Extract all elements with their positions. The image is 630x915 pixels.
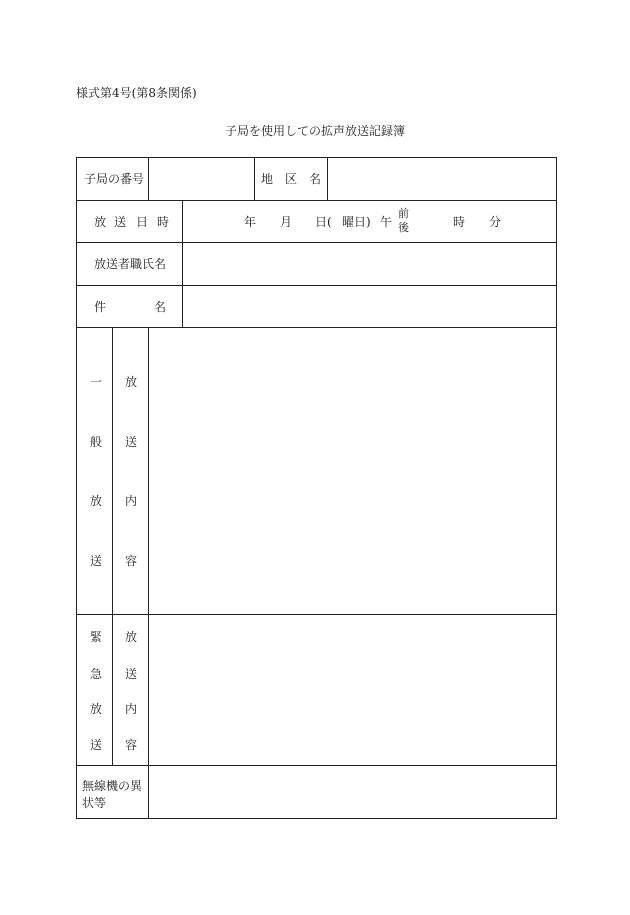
subject-field[interactable] xyxy=(183,286,556,327)
radio-anomaly-label-line1: 無線機の異 xyxy=(82,779,143,793)
station-number-field[interactable] xyxy=(149,158,254,200)
col-divider xyxy=(112,327,113,765)
broadcast-datetime-label-1: 放 xyxy=(94,215,107,229)
emergency-broadcast-char: 送 xyxy=(90,738,103,752)
form-number: 様式第4号(第8条関係) xyxy=(76,86,197,100)
general-content-char: 放 xyxy=(125,375,138,389)
broadcaster-name-label: 放送者職氏名 xyxy=(94,257,167,271)
emergency-content-field[interactable] xyxy=(149,615,556,765)
ampm-top-label: 前 xyxy=(398,207,409,220)
area-name-field[interactable] xyxy=(328,158,556,200)
broadcast-datetime-label-2: 送 xyxy=(114,215,127,229)
general-broadcast-char: 一 xyxy=(90,375,103,389)
general-content-char: 送 xyxy=(125,435,138,449)
emergency-broadcast-char: 緊 xyxy=(90,630,103,644)
subject-label-2: 名 xyxy=(154,300,167,314)
emergency-broadcast-char: 急 xyxy=(90,667,103,681)
general-broadcast-char: 般 xyxy=(90,435,103,449)
general-broadcast-char: 送 xyxy=(90,554,103,568)
col-divider xyxy=(254,157,255,200)
general-content-field[interactable] xyxy=(149,328,556,614)
broadcast-datetime-label-4: 時 xyxy=(157,215,170,229)
form-title: 子局を使用しての拡声放送記録簿 xyxy=(224,124,405,138)
emergency-content-char: 容 xyxy=(125,738,138,752)
broadcast-datetime-label-3: 日 xyxy=(136,215,149,229)
radio-anomaly-label-line2: 状等 xyxy=(82,796,107,810)
year-label: 年 xyxy=(244,215,257,229)
general-content-char: 内 xyxy=(125,494,138,508)
radio-anomaly-field[interactable] xyxy=(149,766,556,818)
emergency-broadcast-char: 放 xyxy=(90,702,103,716)
row-divider xyxy=(76,200,557,201)
day-label: 日( xyxy=(315,215,332,229)
subject-label-1: 件 xyxy=(94,300,107,314)
ampm-bottom-label: 後 xyxy=(398,221,409,234)
general-content-char: 容 xyxy=(125,554,138,568)
weekday-label: 曜日) xyxy=(342,215,371,229)
minute-label: 分 xyxy=(489,215,502,229)
broadcaster-name-field[interactable] xyxy=(183,243,556,285)
emergency-content-char: 放 xyxy=(125,630,138,644)
hour-label: 時 xyxy=(453,215,466,229)
gozen-go-label: 午 xyxy=(380,215,393,229)
station-number-label: 子局の番号 xyxy=(84,172,145,186)
area-name-label-3: 名 xyxy=(309,172,322,186)
month-label: 月 xyxy=(280,215,293,229)
area-name-label-1: 地 xyxy=(261,172,274,186)
emergency-content-char: 内 xyxy=(125,702,138,716)
emergency-content-char: 送 xyxy=(125,667,138,681)
area-name-label-2: 区 xyxy=(285,172,298,186)
general-broadcast-char: 放 xyxy=(90,494,103,508)
